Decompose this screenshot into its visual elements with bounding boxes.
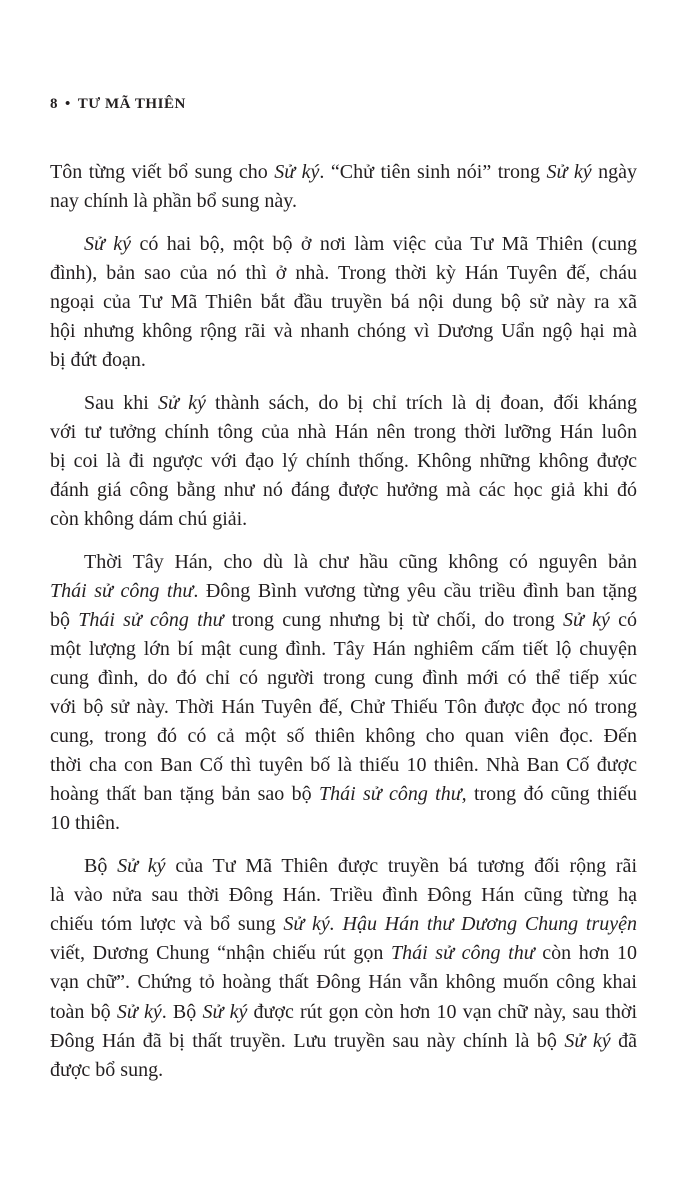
text-line [50,230,637,259]
text-run: còn không dám chú giải. [50,508,248,531]
text-run: ngoại của Tư Mã Thiên bắt đầu truyền bá nội dung bộ sử này ra xã [50,290,637,313]
text-line [50,505,637,534]
text-run: bị đứt đoạn. [50,349,146,372]
italic-title: Sử ký [563,608,610,631]
text-line [50,606,637,635]
text-line [50,259,637,288]
text-run: vạn chữ”. Chứng tỏ hoàng thất Đông Hán vẫn không muốn công khai [50,971,637,994]
text-run: 10 thiên. [50,812,120,835]
text-run: của Tư Mã Thiên được truyền bá tương đối rộng rãi [165,855,637,878]
body-text [50,158,637,1098]
text-line [50,447,637,476]
text-run: một lượng lớn bí mật cung đình. Tây Hán nghiêm cấm tiết lộ chuyện [50,637,637,660]
text-line [50,1027,637,1056]
italic-title: Thái sử công thư [50,579,194,602]
italic-title: Sử ký [202,1000,248,1023]
text-run: với tư tưởng chính tông của nhà Hán nên trong thời lưỡng Hán luôn [50,420,637,443]
text-run: ngày [591,161,637,183]
text-line [50,722,637,751]
text-run: là vào nửa sau thời Đông Hán. Triều đình Đông Hán cũng từng hạ [50,884,637,907]
text-line [50,751,637,780]
text-line [50,998,637,1027]
text-run: cung, trong đó có cả một số thiên không cho quan viên đọc. Đến [50,725,637,748]
text-line [50,635,637,664]
text-line [50,780,637,809]
text-run: đã [610,1029,637,1052]
italic-title: Sử ký [546,161,592,183]
text-run: với bộ sử này. Thời Hán Tuyên đế, Chử Thiếu Tôn được đọc nó trong [50,696,637,719]
text-line [50,187,637,216]
italic-title: Thái sử công thư, [318,783,467,806]
page-number: 8 [50,96,58,112]
text-run: cung đình, do đó chỉ có người trong cung đình mới có thể tiếp xúc [50,667,637,689]
italic-title: Sử ký. Hậu Hán thư Dương Chung truyện [283,913,637,936]
text-line [50,418,637,447]
italic-title: Thái sử công thư [78,608,224,631]
text-run: Đông Hán đã bị thất truyền. Lưu truyền sau này chính là bộ [50,1029,565,1052]
paragraph [50,852,637,1085]
text-run: thời cha con Ban Cố thì tuyên bố là thiếu 10 thiên. Nhà Ban Cố được [50,754,637,777]
text-run: Thời Tây Hán, cho dù là chư hầu cũng không có nguyên bản [84,550,637,573]
text-line [50,288,637,317]
text-line [50,693,637,722]
text-line [50,317,637,346]
text-run: . “Chử tiên sinh nói” trong [319,161,547,183]
text-run: được bổ sung. [50,1058,164,1081]
text-run: còn hơn 10 [534,942,637,965]
text-line [50,910,637,939]
header-separator: • [65,96,71,112]
text-run: Sau khi [84,391,158,414]
text-run: được rút gọn còn hơn 10 vạn chữ này, sau thời [247,1000,638,1023]
text-run: toàn bộ [50,1000,117,1023]
text-run: bị coi là đi ngược với đạo lý chính thống. Không những không được [50,449,637,472]
text-run: thành sách, do bị chỉ trích là dị đoan, đối kháng [205,391,637,414]
paragraph [50,548,637,839]
paragraph [50,389,637,534]
text-line [50,664,637,693]
text-line [50,939,637,968]
text-line [50,548,637,577]
text-line [50,968,637,997]
text-run: bộ [50,608,79,631]
text-run: trong đó cũng thiếu [466,783,637,806]
text-line [50,852,637,881]
text-run: viết, Dương Chung “nhận chiếu rút gọn [50,942,391,965]
text-run: đánh giá công bằng như nó đáng được hưởng mà các học giả khi đó [50,478,637,501]
text-line [50,881,637,910]
text-run: Bộ [84,855,118,878]
text-run: có [609,608,637,631]
text-run: đình), bản sao của nó thì ở nhà. Trong thời kỳ Hán Tuyên đế, cháu [50,261,637,284]
text-run: nay chính là phần bổ sung này. [50,190,297,213]
text-run: chiếu tóm lược và bổ sung [50,913,284,936]
italic-title: Thái sử công thư [390,942,535,965]
text-run: hội nhưng không rộng rãi và nhanh chóng vì Dương Uẩn ngộ hại mà [50,319,637,342]
text-line [50,1056,637,1085]
paragraph [50,158,637,216]
italic-title: Sử ký [274,161,320,183]
text-line [50,809,637,838]
italic-title: Sử ký [157,391,206,414]
italic-title: Sử ký [564,1029,611,1052]
italic-title: Sử ký [116,1000,162,1023]
text-run: . Bộ [161,1000,203,1023]
text-line [50,389,637,418]
text-line [50,158,637,187]
paragraph [50,230,637,375]
italic-title: Sử ký [117,855,166,878]
text-run: trong cung nhưng bị từ chối, do trong [223,608,564,631]
running-title: TƯ MÃ THIÊN [77,96,186,112]
text-line [50,476,637,505]
text-run: Tôn từng viết bổ sung cho [50,161,275,183]
text-run: . Đông Bình vương từng yêu cầu triều đình ban tặng [193,579,637,602]
italic-title: Sử ký [84,232,132,255]
text-line [50,346,637,375]
text-run: hoàng thất ban tặng bản sao bộ [50,783,319,806]
text-run: có hai bộ, một bộ ở nơi làm việc của Tư Mã Thiên (cung [131,232,637,255]
text-line [50,577,637,606]
running-header [50,96,186,113]
